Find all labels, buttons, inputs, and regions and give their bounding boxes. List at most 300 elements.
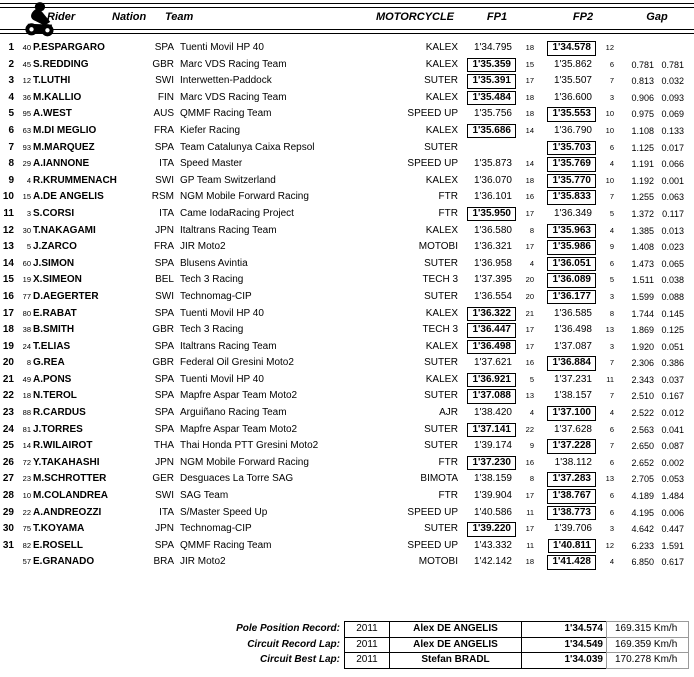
rider-number: 18 bbox=[22, 391, 31, 401]
motorcycle-make: FTR bbox=[438, 207, 458, 219]
gap-to-previous: 0.117 bbox=[662, 208, 684, 219]
team-name: QMMF Racing Team bbox=[180, 539, 272, 551]
record-speed: 169.359 Km/h bbox=[606, 637, 689, 654]
column-header-team: Team bbox=[165, 11, 194, 23]
fp1-time: 1'39.904 bbox=[473, 490, 512, 502]
fp2-cell bbox=[534, 156, 600, 173]
motorcycle-make: KALEX bbox=[425, 58, 458, 70]
fp1-laps: 8 bbox=[529, 225, 534, 235]
rider-number: 36 bbox=[22, 92, 31, 102]
gap-to-previous: 0.051 bbox=[661, 341, 684, 352]
record-row bbox=[0, 637, 694, 654]
motorcycle-make: TECH 3 bbox=[422, 274, 458, 286]
rider-number: 3 bbox=[26, 208, 31, 218]
fp1-cell bbox=[458, 521, 520, 538]
gap-to-leader: 0.975 bbox=[631, 109, 654, 120]
fp1-time: 1'36.498 bbox=[467, 340, 516, 355]
motorcycle-make: TECH 3 bbox=[422, 324, 458, 336]
rider-number: 81 bbox=[22, 424, 31, 434]
fp2-time: 1'37.231 bbox=[553, 373, 592, 385]
fp1-laps: 15 bbox=[525, 59, 534, 69]
nation-code: SWI bbox=[155, 490, 174, 502]
fp1-laps: 16 bbox=[525, 358, 534, 368]
gap-to-previous: 0.013 bbox=[661, 225, 684, 236]
nation-code: SPA bbox=[154, 307, 174, 319]
fp1-time: 1'35.359 bbox=[467, 58, 516, 73]
fp1-cell bbox=[458, 223, 520, 240]
gap-to-previous: 0.012 bbox=[661, 408, 684, 419]
record-label: Circuit Best Lap: bbox=[259, 654, 340, 665]
rider-name: M.MARQUEZ bbox=[33, 141, 95, 153]
fp1-laps: 13 bbox=[525, 391, 534, 401]
gap-to-leader: 2.705 bbox=[631, 474, 654, 485]
rider-number: 10 bbox=[22, 491, 31, 501]
rider-number: 49 bbox=[22, 374, 31, 384]
record-time: 1'34.549 bbox=[521, 637, 607, 654]
fp1-cell bbox=[458, 90, 520, 107]
team-name: Thai Honda PTT Gresini Moto2 bbox=[180, 440, 319, 452]
gap-to-previous: 0.063 bbox=[661, 192, 684, 203]
fp1-time: 1'43.332 bbox=[473, 539, 512, 551]
team-name: SAG Team bbox=[180, 490, 229, 502]
rider-number: 82 bbox=[22, 540, 31, 550]
fp1-time: 1'37.088 bbox=[467, 389, 516, 404]
rider-number: 45 bbox=[22, 59, 31, 69]
fp1-time: 1'36.958 bbox=[473, 257, 512, 269]
column-header-nation: Nation bbox=[112, 11, 147, 23]
fp1-time: 1'37.230 bbox=[467, 456, 516, 471]
team-name: Tech 3 Racing bbox=[180, 324, 244, 336]
result-row bbox=[0, 256, 694, 273]
rider-number: 29 bbox=[22, 159, 31, 169]
result-row bbox=[0, 106, 694, 123]
gap-to-previous: 0.032 bbox=[661, 76, 684, 87]
team-name: QMMF Racing Team bbox=[180, 108, 272, 120]
gap-to-leader: 0.906 bbox=[631, 92, 654, 103]
result-row bbox=[0, 189, 694, 206]
position: 12 bbox=[2, 224, 14, 236]
fp2-cell bbox=[534, 521, 600, 538]
fp2-time: 1'36.585 bbox=[553, 307, 592, 319]
result-row bbox=[0, 471, 694, 488]
result-row bbox=[0, 422, 694, 439]
motorcycle-make: SPEED UP bbox=[407, 539, 458, 551]
rider-number: 5 bbox=[26, 242, 31, 252]
nation-code: ITA bbox=[159, 506, 174, 518]
rider-name: R.WILAIROT bbox=[33, 440, 93, 452]
fp2-time: 1'36.051 bbox=[547, 257, 596, 272]
fp1-laps: 18 bbox=[525, 175, 534, 185]
motorcycle-make: KALEX bbox=[425, 340, 458, 352]
position: 22 bbox=[2, 390, 14, 402]
fp1-laps: 18 bbox=[525, 109, 534, 119]
nation-code: SWI bbox=[155, 290, 174, 302]
motorcycle-make: AJR bbox=[439, 407, 458, 419]
gap-to-leader: 1.473 bbox=[631, 258, 654, 269]
fp2-cell bbox=[534, 173, 600, 190]
rider-name: J.TORRES bbox=[33, 423, 83, 435]
result-row bbox=[0, 322, 694, 339]
position: 3 bbox=[8, 75, 14, 87]
rider-name: E.GRANADO bbox=[33, 556, 95, 568]
rider-number: 38 bbox=[22, 325, 31, 335]
fp1-time: 1'35.950 bbox=[467, 207, 516, 222]
rider-name: M.SCHROTTER bbox=[33, 473, 107, 485]
rider-number: 30 bbox=[22, 225, 31, 235]
fp2-laps: 3 bbox=[609, 524, 614, 534]
gap-to-previous: 0.037 bbox=[661, 374, 684, 385]
header-rule bbox=[0, 7, 694, 8]
record-speed: 170.278 Km/h bbox=[606, 652, 689, 669]
rider-name: M.COLANDREA bbox=[33, 490, 108, 502]
team-name: Tech 3 Racing bbox=[180, 274, 244, 286]
result-row bbox=[0, 554, 694, 571]
gap-to-leader: 0.813 bbox=[631, 76, 654, 87]
gap-to-leader: 4.189 bbox=[631, 491, 654, 502]
column-header-fp1: FP1 bbox=[486, 11, 508, 23]
rider-name: B.SMITH bbox=[33, 324, 75, 336]
fp1-cell bbox=[458, 57, 520, 74]
fp1-laps: 17 bbox=[525, 242, 534, 252]
team-name: NGM Mobile Forward Racing bbox=[180, 456, 309, 468]
fp1-laps: 20 bbox=[525, 275, 534, 285]
team-name: GP Team Switzerland bbox=[180, 174, 276, 186]
gap-to-previous: 0.145 bbox=[661, 308, 684, 319]
gap-to-leader: 6.233 bbox=[631, 540, 654, 551]
nation-code: SPA bbox=[154, 407, 174, 419]
fp1-time: 1'42.142 bbox=[473, 556, 512, 568]
rider-name: A.PONS bbox=[33, 373, 72, 385]
rider-number: 12 bbox=[22, 76, 31, 86]
motorcycle-make: SPEED UP bbox=[407, 158, 458, 170]
nation-code: FRA bbox=[154, 241, 174, 253]
rider-number: 57 bbox=[22, 557, 31, 567]
rider-name: X.SIMEON bbox=[33, 274, 82, 286]
team-name: Team Catalunya Caixa Repsol bbox=[180, 141, 315, 153]
team-name: Federal Oil Gresini Moto2 bbox=[180, 357, 294, 369]
fp2-laps: 7 bbox=[609, 76, 614, 86]
nation-code: BRA bbox=[153, 556, 174, 568]
gap-to-leader: 1.125 bbox=[631, 142, 654, 153]
gap-to-previous: 0.088 bbox=[661, 291, 684, 302]
position: 14 bbox=[2, 257, 14, 269]
gap-to-previous: 0.167 bbox=[661, 391, 684, 402]
fp2-laps: 10 bbox=[605, 125, 614, 135]
fp2-laps: 6 bbox=[609, 424, 614, 434]
fp2-cell bbox=[534, 40, 600, 57]
fp2-cell bbox=[534, 106, 600, 123]
nation-code: GBR bbox=[152, 58, 174, 70]
fp2-time: 1'35.963 bbox=[547, 224, 596, 239]
fp2-cell bbox=[534, 405, 600, 422]
position: 7 bbox=[8, 141, 14, 153]
fp2-laps: 11 bbox=[606, 374, 614, 384]
motorcycle-make: SPEED UP bbox=[407, 108, 458, 120]
fp2-laps: 7 bbox=[609, 391, 614, 401]
gap-to-leader: 2.306 bbox=[631, 358, 654, 369]
result-row bbox=[0, 123, 694, 140]
rider-number: 14 bbox=[22, 441, 31, 451]
fp1-cell bbox=[458, 306, 520, 323]
position bbox=[0, 554, 14, 571]
gap-to-previous bbox=[654, 40, 684, 57]
fp2-laps: 12 bbox=[605, 43, 614, 52]
fp2-laps: 3 bbox=[609, 291, 614, 301]
fp1-time: 1'36.580 bbox=[473, 224, 512, 236]
rider-name: S.CORSI bbox=[33, 207, 75, 219]
results-table bbox=[0, 40, 694, 571]
fp2-cell bbox=[534, 471, 600, 488]
rider-name: T.ELIAS bbox=[33, 340, 71, 352]
fp1-cell bbox=[458, 140, 520, 157]
gap-to-previous: 1.591 bbox=[661, 540, 684, 551]
record-rider: Alex DE ANGELIS bbox=[389, 621, 522, 638]
gap-to-leader: 1.108 bbox=[631, 125, 654, 136]
rider-name: R.KRUMMENACH bbox=[33, 174, 117, 186]
team-name: Technomag-CIP bbox=[180, 290, 252, 302]
rider-name: A.WEST bbox=[33, 108, 72, 120]
team-name: Marc VDS Racing Team bbox=[180, 58, 287, 70]
position: 27 bbox=[2, 473, 14, 485]
fp2-time: 1'35.507 bbox=[553, 75, 592, 87]
position: 4 bbox=[8, 91, 14, 103]
motorcycle-make: MOTOBI bbox=[418, 556, 458, 568]
fp1-cell bbox=[458, 488, 520, 505]
fp2-laps: 6 bbox=[609, 59, 614, 69]
rider-name: E.RABAT bbox=[33, 307, 77, 319]
result-row bbox=[0, 488, 694, 505]
fp2-time: 1'38.773 bbox=[547, 506, 596, 521]
fp1-cell bbox=[458, 372, 520, 389]
fp2-laps: 4 bbox=[609, 408, 614, 418]
fp2-laps: 10 bbox=[605, 175, 614, 185]
nation-code: SPA bbox=[154, 141, 174, 153]
result-row bbox=[0, 206, 694, 223]
fp2-laps: 3 bbox=[609, 341, 614, 351]
fp1-laps: 17 bbox=[525, 325, 534, 335]
team-name: NGM Mobile Forward Racing bbox=[180, 191, 309, 203]
motorcycle-make: KALEX bbox=[425, 224, 458, 236]
fp2-cell bbox=[534, 554, 600, 571]
fp1-cell bbox=[458, 322, 520, 339]
team-name: Technomag-CIP bbox=[180, 523, 252, 535]
record-label: Pole Position Record: bbox=[236, 623, 340, 634]
gap-to-leader: 1.385 bbox=[631, 225, 654, 236]
result-row bbox=[0, 405, 694, 422]
rider-name: T.KOYAMA bbox=[33, 523, 85, 535]
fp2-laps: 6 bbox=[609, 507, 614, 517]
fp1-laps: 18 bbox=[525, 43, 534, 52]
gap-to-previous: 0.069 bbox=[661, 109, 684, 120]
position: 20 bbox=[2, 357, 14, 369]
rider-number: 77 bbox=[22, 291, 31, 301]
result-row bbox=[0, 156, 694, 173]
fp1-laps: 8 bbox=[529, 474, 534, 484]
record-row bbox=[0, 652, 694, 669]
fp1-cell bbox=[458, 189, 520, 206]
position: 28 bbox=[2, 490, 14, 502]
gap-to-previous: 0.023 bbox=[661, 242, 684, 253]
motorcycle-make: KALEX bbox=[425, 42, 458, 53]
fp1-laps: 14 bbox=[525, 125, 534, 135]
rider-number: 95 bbox=[22, 109, 31, 119]
fp2-cell bbox=[534, 73, 600, 90]
motorcycle-make: FTR bbox=[438, 191, 458, 203]
fp2-laps: 4 bbox=[609, 557, 614, 567]
rider-number: 24 bbox=[22, 341, 31, 351]
fp2-cell bbox=[534, 422, 600, 439]
nation-code: SPA bbox=[154, 423, 174, 435]
fp2-cell bbox=[534, 339, 600, 356]
team-name: Mapfre Aspar Team Moto2 bbox=[180, 390, 298, 402]
result-row bbox=[0, 173, 694, 190]
fp2-cell bbox=[534, 57, 600, 74]
fp1-cell bbox=[458, 173, 520, 190]
position: 5 bbox=[8, 108, 14, 120]
position: 1 bbox=[8, 42, 14, 53]
fp1-cell bbox=[458, 505, 520, 522]
gap-to-previous: 0.041 bbox=[661, 424, 684, 435]
position: 25 bbox=[2, 440, 14, 452]
record-label: Circuit Record Lap: bbox=[247, 638, 340, 650]
fp1-laps: 17 bbox=[525, 208, 534, 218]
fp1-laps: 16 bbox=[525, 457, 534, 467]
fp1-laps: 11 bbox=[526, 540, 534, 550]
motorcycle-make: FTR bbox=[438, 456, 458, 468]
fp1-cell bbox=[458, 123, 520, 140]
fp1-time: 1'39.174 bbox=[473, 440, 512, 452]
fp1-cell bbox=[458, 256, 520, 273]
gap-to-previous: 0.781 bbox=[661, 59, 684, 70]
fp1-time: 1'36.447 bbox=[467, 323, 516, 338]
fp1-laps: 5 bbox=[529, 374, 534, 384]
fp2-cell bbox=[534, 123, 600, 140]
team-name: JIR Moto2 bbox=[180, 241, 226, 253]
gap-to-leader: 4.642 bbox=[631, 524, 654, 535]
motorcycle-make: KALEX bbox=[425, 124, 458, 136]
fp2-time: 1'38.112 bbox=[554, 456, 592, 468]
rider-number: 88 bbox=[22, 408, 31, 418]
rider-number: 72 bbox=[22, 457, 31, 467]
column-header-fp2: FP2 bbox=[572, 11, 594, 23]
result-row bbox=[0, 239, 694, 256]
team-name: Desguaces La Torre SAG bbox=[180, 473, 294, 485]
fp2-cell bbox=[534, 206, 600, 223]
column-header-rider: Rider bbox=[47, 11, 76, 23]
fp1-cell bbox=[458, 538, 520, 555]
fp1-time: 1'38.420 bbox=[473, 407, 512, 419]
nation-code: GER bbox=[152, 473, 174, 485]
gap-to-leader: 2.650 bbox=[631, 441, 654, 452]
rider-name: J.SIMON bbox=[33, 257, 75, 269]
fp1-time: 1'35.873 bbox=[473, 158, 512, 170]
gap-to-previous: 0.002 bbox=[661, 457, 684, 468]
fp1-cell bbox=[458, 355, 520, 372]
nation-code: SPA bbox=[154, 340, 174, 352]
gap-to-leader: 1.255 bbox=[631, 192, 654, 203]
record-row bbox=[0, 621, 694, 638]
fp2-laps: 3 bbox=[609, 92, 614, 102]
fp1-cell bbox=[458, 40, 520, 57]
fp2-time: 1'37.228 bbox=[547, 439, 596, 454]
fp2-time: 1'36.089 bbox=[547, 273, 596, 288]
fp1-laps: 14 bbox=[525, 159, 534, 169]
rider-name: N.TEROL bbox=[33, 390, 77, 402]
team-name: Arguiñano Racing Team bbox=[180, 407, 287, 419]
fp2-laps: 7 bbox=[609, 441, 614, 451]
position: 9 bbox=[8, 174, 14, 186]
fp1-cell bbox=[458, 239, 520, 256]
gap-to-previous: 0.093 bbox=[661, 92, 684, 103]
position: 26 bbox=[2, 456, 14, 468]
team-name: Came IodaRacing Project bbox=[180, 207, 294, 219]
rider-name: Y.TAKAHASHI bbox=[33, 456, 100, 468]
nation-code: GBR bbox=[152, 324, 174, 336]
fp1-time: 1'35.391 bbox=[467, 74, 516, 89]
gap-to-leader: 2.652 bbox=[631, 457, 654, 468]
fp2-cell bbox=[534, 140, 600, 157]
result-row bbox=[0, 306, 694, 323]
fp2-cell bbox=[534, 505, 600, 522]
result-row bbox=[0, 289, 694, 306]
gap-to-leader: 0.781 bbox=[631, 59, 654, 70]
fp1-time: 1'36.321 bbox=[473, 241, 512, 253]
result-row bbox=[0, 339, 694, 356]
team-name: Tuenti Movil HP 40 bbox=[180, 307, 264, 319]
nation-code: ITA bbox=[159, 207, 174, 219]
fp2-time: 1'37.087 bbox=[553, 340, 592, 352]
result-row bbox=[0, 455, 694, 472]
fp2-laps: 4 bbox=[609, 159, 614, 169]
fp2-laps: 7 bbox=[609, 358, 614, 368]
fp2-time: 1'36.884 bbox=[547, 356, 596, 371]
nation-code: BEL bbox=[155, 274, 174, 286]
fp2-time: 1'35.833 bbox=[547, 190, 596, 205]
fp1-time: 1'37.621 bbox=[473, 357, 512, 369]
fp2-laps: 13 bbox=[605, 325, 614, 335]
position: 29 bbox=[2, 506, 14, 518]
fp2-cell bbox=[534, 239, 600, 256]
record-rider: Stefan BRADL bbox=[389, 652, 522, 669]
gap-to-previous: 0.017 bbox=[661, 142, 684, 153]
result-row bbox=[0, 521, 694, 538]
rider-number: 80 bbox=[22, 308, 31, 318]
fp2-cell bbox=[534, 455, 600, 472]
position: 2 bbox=[8, 58, 14, 70]
fp2-laps: 10 bbox=[605, 109, 614, 119]
fp1-cell bbox=[458, 388, 520, 405]
fp1-time: 1'36.101 bbox=[473, 191, 512, 203]
fp2-cell bbox=[534, 256, 600, 273]
fp1-time: 1'38.159 bbox=[473, 473, 512, 485]
position: 19 bbox=[2, 340, 14, 352]
result-row bbox=[0, 388, 694, 405]
fp1-cell bbox=[458, 106, 520, 123]
fp1-laps: 16 bbox=[525, 192, 534, 202]
rider-name: J.ZARCO bbox=[33, 241, 77, 253]
fp1-time: 1'37.141 bbox=[467, 423, 516, 438]
fp2-time: 1'35.703 bbox=[547, 141, 596, 156]
fp2-laps: 6 bbox=[609, 491, 614, 501]
record-rider: Alex DE ANGELIS bbox=[389, 637, 522, 654]
nation-code: SWI bbox=[155, 174, 174, 186]
nation-code: GBR bbox=[152, 357, 174, 369]
fp2-cell bbox=[534, 272, 600, 289]
fp2-cell bbox=[534, 488, 600, 505]
fp1-cell bbox=[458, 272, 520, 289]
fp2-time: 1'40.811 bbox=[548, 539, 596, 554]
fp2-cell bbox=[534, 538, 600, 555]
